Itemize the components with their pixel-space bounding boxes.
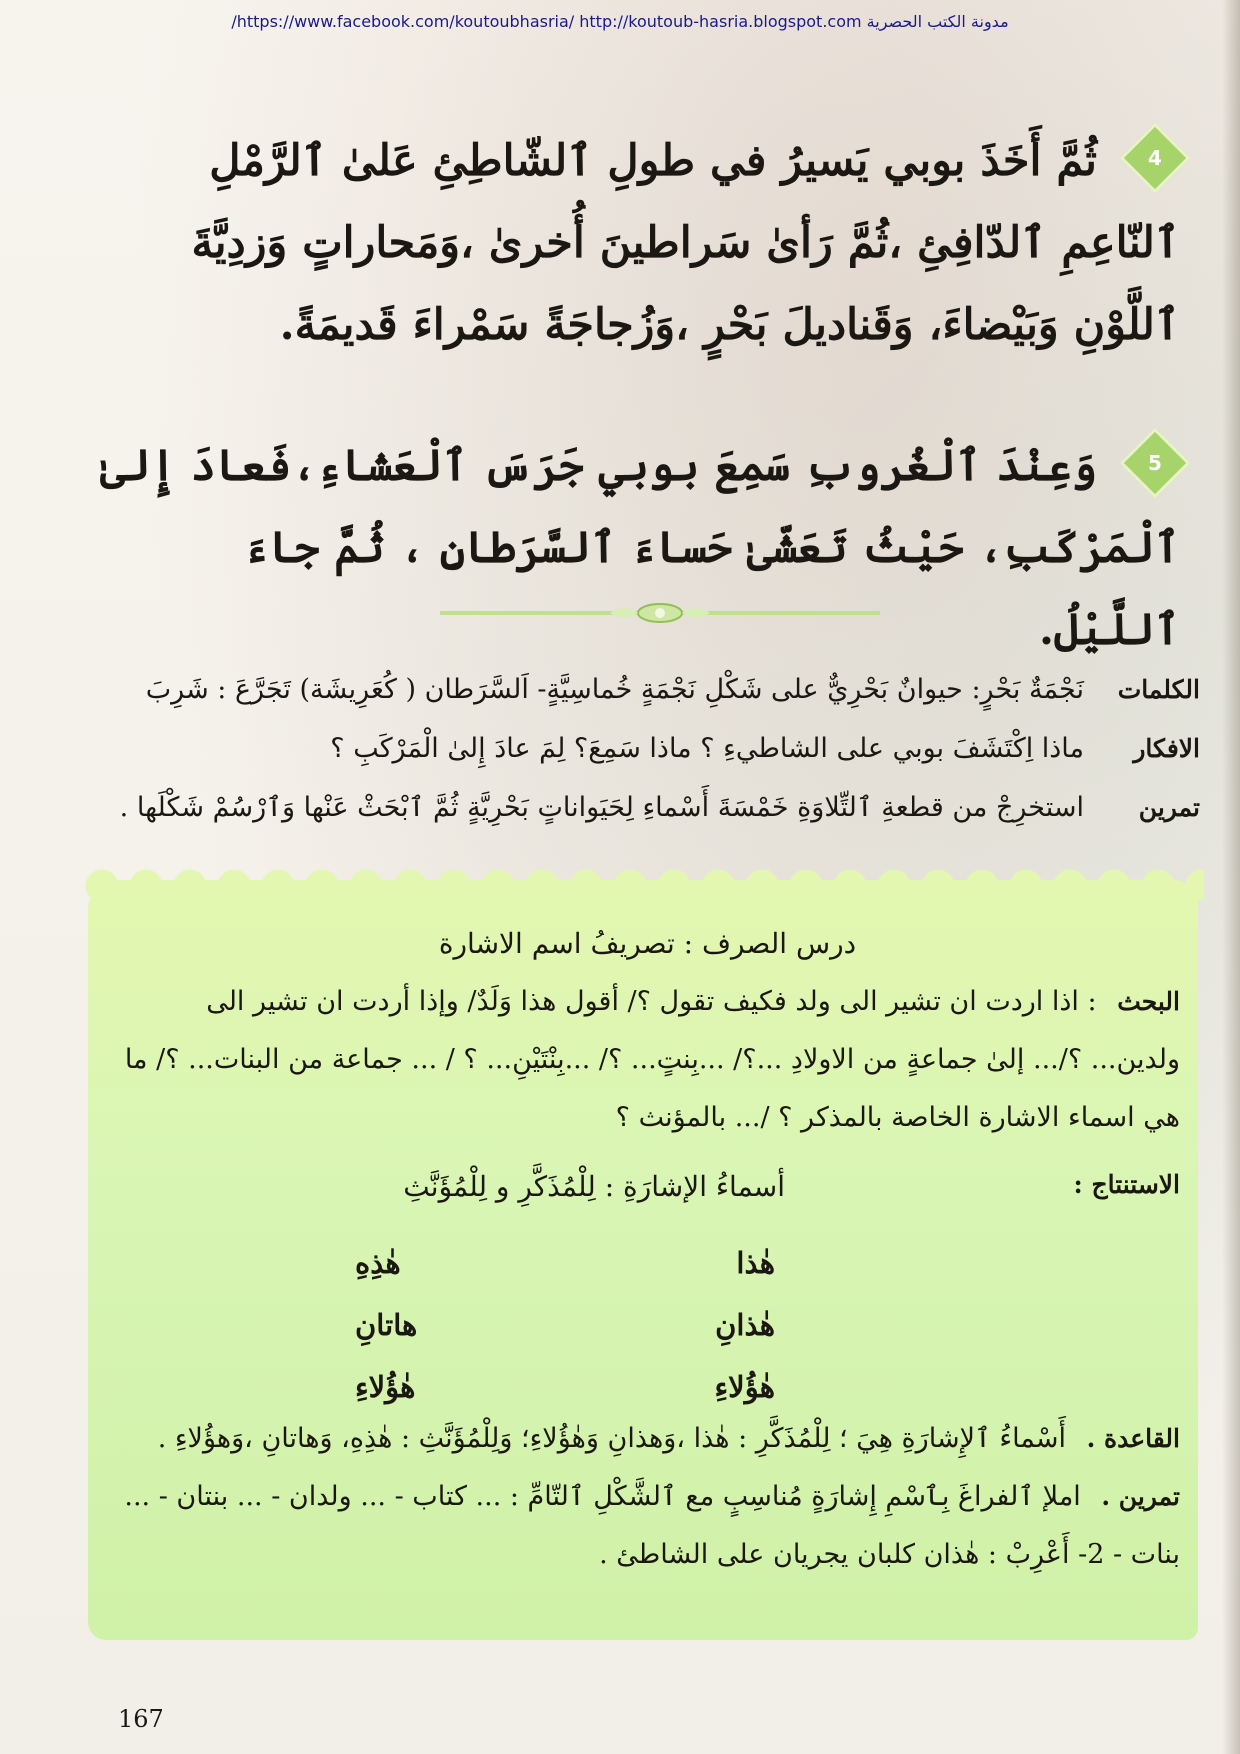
page-number: 167 [118, 1705, 164, 1733]
rule-and-exercise [115, 1410, 1180, 1584]
demonstratives-row [355, 1294, 775, 1356]
masculine-form: هٰذا [736, 1246, 775, 1280]
tamrin-text: املإ ٱلفراغَ بِٱسْمِ إِشارَةٍ مُناسِبٍ مع ٱلشَّكْلِ ٱلتّامِّ : ... كتاب - ... ولدان - ... بنتان - ... بنات - 2- أَعْرِبْ : هٰذان كلبان يجريان على الشاطئ . [124, 1481, 1180, 1570]
note-text: نَجْمَةٌ بَحْرٍ: حيوانٌ بَحْرِيٌّ على شَكْلِ نَجْمَةٍ خُماسِيَّةٍ- اَلسَّرَطان ( كُعَرِيشَة) تَجَرَّعَ : شَرِبَ [145, 674, 1084, 705]
paragraph-text: ثُمَّ أَخَذَ بوبي يَسيرُ في طولِ ٱلشّاطِئِ عَلىٰ ٱلرَّمْلِ ٱلنّاعِمِ ٱلدّافِئِ ،ثُمَّ رَأىٰ سَراطينَ أُخرىٰ ،وَمَحاراتٍ وَزدِيَّةَ ٱللَّوْنِ وَبَيْضاءَ، وَقَناديلَ بَحْرٍ ،وَزُجاجَةً سَمْراءَ قَديمَةً. [191, 136, 1180, 350]
note-row [80, 778, 1200, 837]
ornament-divider [440, 602, 880, 624]
header-url: /https://www.facebook.com/koutoubhasria/ http://koutoub-hasria.blogspot.com مدونة الكتب الحصرية [231, 12, 1009, 31]
istintaj-label: الاستنتاج : [1073, 1170, 1180, 1199]
note-row [80, 660, 1200, 719]
qaida-text: أَسْماءُ ٱلإِشارَةِ هِيَ ؛ لِلْمُذَكَّرِ : هٰذا ،وَهذانِ وَهٰؤُلاءِ؛ وَلِلْمُؤَنَّثِ : هٰذِهِ، وَهاتانِ ،وَهؤُلاءِ . [157, 1423, 1067, 1454]
note-label: تمرين [1138, 793, 1200, 822]
note-label: الافكار [1133, 734, 1200, 763]
masculine-form: هٰذانِ [715, 1308, 775, 1342]
qaida-section [115, 1410, 1180, 1468]
tamrin-label: تمرين . [1101, 1482, 1180, 1511]
masculine-form: هٰؤُلاءِ [714, 1370, 775, 1404]
note-row [80, 719, 1200, 778]
reading-paragraph-5 [95, 425, 1180, 671]
page-edge-shadow [1222, 0, 1240, 1754]
vocabulary-notes [80, 660, 1200, 837]
demonstratives-table [355, 1232, 775, 1418]
qaida-label: القاعدة . [1086, 1424, 1180, 1453]
paragraph-number-badge: 5 [1120, 428, 1191, 499]
paragraph-number-badge: 4 [1120, 123, 1191, 194]
lesson-title: درس الصرف : تصريفُ اسم الاشارة [438, 927, 857, 960]
demonstratives-row [355, 1232, 775, 1294]
bahth-text: : اذا اردت ان تشير الى ولد فكيف تقول ؟/ أقول هذا وَلَدٌ/ وإذا أردت ان تشير الى ولدين... ؟/... إلىٰ جماعةٍ من الاولادِ ...؟/ ...بِنتٍ... ؟/ ...بِنْتَيْنِ... ؟ / ... جماعة من البنات... ؟/ ما هي اسماء الاشارة الخاصة بالمذكر ؟ /... بالمؤنث ؟ [124, 986, 1180, 1133]
feminine-form: هٰذِهِ [355, 1246, 401, 1280]
demonstratives-header: أسماءُ الإشارَةِ : لِلْمُذَكَّرِ و لِلْمُؤَنَّثِ [403, 1170, 785, 1203]
note-text: استخرِجْ من قطعةِ ٱلتِّلاوَةِ خَمْسَةَ أَسْماءِ لِحَيَواناتٍ بَحْرِيَّةٍ ثُمَّ ٱبْحَثْ عَنْها وَٱرْسُمْ شَكْلَها . [119, 792, 1084, 823]
note-text: ماذا اِكْتَشَفَ بوبي على الشاطيءِ ؟ ماذا سَمِعَ؟ لِمَ عادَ إِلىٰ الْمَرْكَبِ ؟ [330, 733, 1084, 764]
reading-paragraph-4 [95, 120, 1180, 366]
demonstratives-row [355, 1356, 775, 1418]
paragraph-text: وَعِنْدَ ٱلْغُروبِ سَمِعَ بوبي جَرَسَ ٱلْعَشاءِ،فَعادَ إِلىٰ ٱلْمَرْكَبِ، حَيْثُ تَعَشّىٰ حَساءَ ٱلسَّرَطانِ ، ثُمَّ جاءَ ٱللَّيْلُ. [100, 441, 1180, 655]
tamrin-section [115, 1468, 1180, 1584]
bahth-label: البحث [1117, 987, 1180, 1016]
note-label: الكلمات [1117, 675, 1200, 704]
feminine-form: هاتانِ [355, 1308, 418, 1342]
feminine-form: هٰؤُلاءِ [355, 1370, 416, 1404]
bahth-section [115, 973, 1180, 1147]
grammar-lesson [115, 915, 1180, 1147]
